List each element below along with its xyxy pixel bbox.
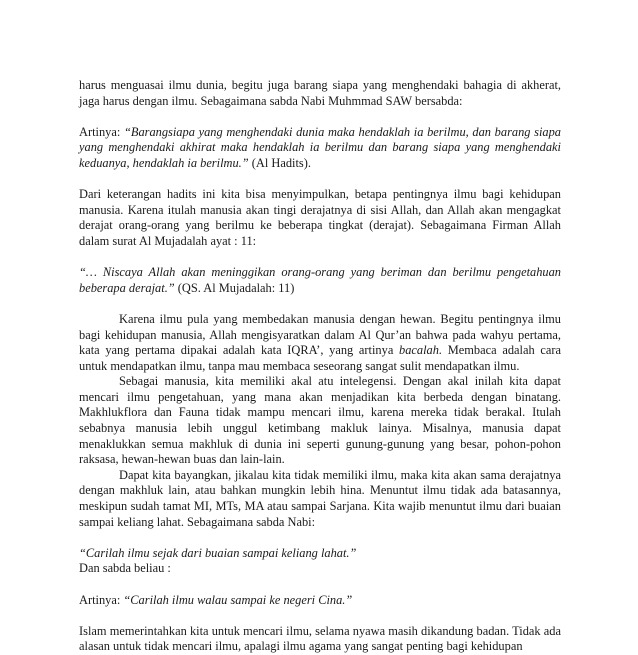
- hadith-quote-2-text: “Carilah ilmu sejak dari buaian sampai keliang lahat.”: [79, 545, 357, 560]
- paragraph-3: Dari keterangan hadits ini kita bisa menyimpulkan, betapa pentingnya ilmu bagi kehidupan manusia. Karena itulah manusia akan tingi derajatnya di sisi Allah, dan Allah akan mengagkat derajat orang-orang yang berilmu ke beberapa tingkat (derajat). Sebagaimana Firman Allah dalam surat Al Mujadalah ayat : 11:: [79, 187, 561, 248]
- hadith-source-1: (Al Hadits).: [248, 155, 311, 170]
- paragraph-1: harus menguasai ilmu dunia, begitu juga barang siapa yang menghendaki bahagia di akherat, jaga harus dengan ilmu. Sebagaimana sabda Nabi Muhmmad SAW bersabda:: [79, 78, 561, 108]
- document-body: [79, 78, 561, 655]
- hadith-quote-3: “Carilah ilmu walau sampai ke negeri Cina.”: [123, 592, 353, 607]
- hadith-quote-1: “Barangsiapa yang menghendaki dunia maka hendaklah ia berilmu, dan barang siapa yang menghendaki akhirat maka hendaklah ia berilmu dan barang siapa yang menghendaki keduanya, hendaklah ia berilmu.”: [79, 124, 562, 170]
- paragraph-10: Islam memerintahkan kita untuk mencari ilmu, selama nyawa masih dikandung badan. Tidak ada alasan untuk tidak mencari ilmu, apalagi ilmu agama yang sangat penting bagi kehidupan: [79, 623, 561, 654]
- paragraph-hadith-1: [79, 125, 561, 172]
- paragraph-7: Dapat kita bayangkan, jikalau kita tidak memiliki ilmu, maka kita akan sama derajatnya dengan makhluk lain, atau bahkan mungkin lebih hina. Menuntut ilmu tidak ada batasannya, meskipun sudah tamat MI, MTs, MA atau sampai Sarjana. Kita wajib menuntut ilmu dari buaian sampai keliang lahat. Sebagaimana sabda Nabi:: [79, 467, 561, 529]
- paragraph-5-text-a: Karena ilmu pula yang membedakan manusia dengan hewan. Begitu pentingnya ilmu bagi kehidupan manusia, Allah mengisyaratkan dalam Al Qur’an bahwa pada wahyu pertama, kata yang pertama dipakai adalah kata IQRA’, yang artinya: [79, 311, 561, 358]
- paragraph-hadith-3: [79, 593, 561, 609]
- quran-source: (QS. Al Mujadalah: 11): [174, 280, 295, 295]
- paragraph-quran-quote: [79, 265, 561, 296]
- hadith-quote-2: [79, 546, 561, 562]
- paragraph-6: Sebagai manusia, kita memiliki akal atu intelegensi. Dengan akal inilah kita dapat mencari ilmu pengetahuan, yang mana akan menjadikan kita berbeda dengan binatang. Makhlukflora dan Fauna tidak mampu mencari ilmu, karena mereka tidak berakal. Itulah sebabnya manusia lebih unggul ketimbang makluk lainya. Misalnya, manusia dapat menaklukkan semua makhluk di dunia ini seperti gunung-gunung yang besar, pohon-pohon raksasa, hewan-hewan buas dan lain-lain.: [79, 374, 561, 467]
- bacalah-term: bacalah.: [399, 343, 443, 358]
- artinya-label: Artinya:: [79, 124, 124, 139]
- sabda-beliau-line: Dan sabda beliau :: [79, 561, 171, 576]
- paragraph-5-text-b: Membaca adalah cara untuk mendapatkan ilmu, tanpa mau membaca seseorang sangat sulit mendapatkan ilmu.: [79, 343, 561, 373]
- quran-quote: “… Niscaya Allah akan meninggikan orang-orang yang beriman dan berilmu pengetahuan beberapa derajat.”: [79, 265, 561, 295]
- artinya-label-2: Artinya:: [79, 592, 124, 607]
- paragraph-5: [79, 312, 561, 374]
